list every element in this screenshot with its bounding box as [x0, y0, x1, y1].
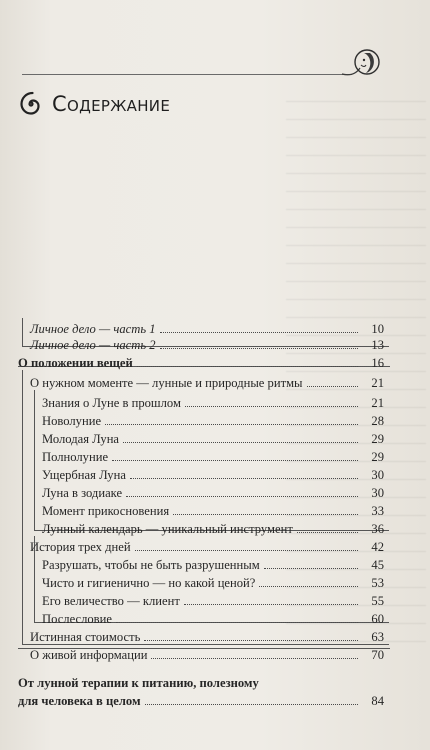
toc-entry[interactable]: Полнолуние 29: [42, 450, 384, 464]
toc-entry[interactable]: Знания о Луне в прошлом 21: [42, 396, 384, 410]
toc-entry[interactable]: Его величество — клиент 55: [42, 594, 384, 608]
page-title: Содержание: [52, 92, 171, 116]
toc-entry[interactable]: История трех дней 42: [30, 540, 384, 554]
toc-entry[interactable]: От лунной терапии к питанию, полезному: [18, 676, 259, 690]
toc-entry[interactable]: Новолуние 28: [42, 414, 384, 428]
header-rule: [22, 74, 352, 75]
toc-entry[interactable]: Ущербная Луна 30: [42, 468, 384, 482]
moon-face-icon: [340, 44, 386, 88]
contents-heading: [18, 86, 170, 122]
toc-entry[interactable]: Чисто и гигиенично — но какой ценой? 53: [42, 576, 384, 590]
toc-entry[interactable]: Момент прикосновения 33: [42, 504, 384, 518]
toc-entry[interactable]: Истинная стоимость 63: [30, 630, 384, 644]
toc-entry[interactable]: О нужном моменте — лунные и природные ритмы 21: [30, 376, 384, 390]
toc-entry[interactable]: Личное дело — часть 2 13: [30, 338, 384, 352]
spiral-icon: [18, 91, 44, 117]
toc-entry[interactable]: для человека в целом 84: [18, 694, 384, 708]
toc-entry[interactable]: Личное дело — часть 1 10: [30, 322, 384, 336]
toc-entry[interactable]: Молодая Луна 29: [42, 432, 384, 446]
toc-entry[interactable]: Послесловие 60: [42, 612, 384, 626]
toc-entry[interactable]: О положении вещей 16: [18, 356, 384, 370]
toc-entry[interactable]: Луна в зодиаке 30: [42, 486, 384, 500]
toc-entry[interactable]: Лунный календарь — уникальный инструмент 36: [42, 522, 384, 536]
toc-entry[interactable]: Разрушать, чтобы не быть разрушенным 45: [42, 558, 384, 572]
toc-entry[interactable]: О живой информации 70: [30, 648, 384, 662]
